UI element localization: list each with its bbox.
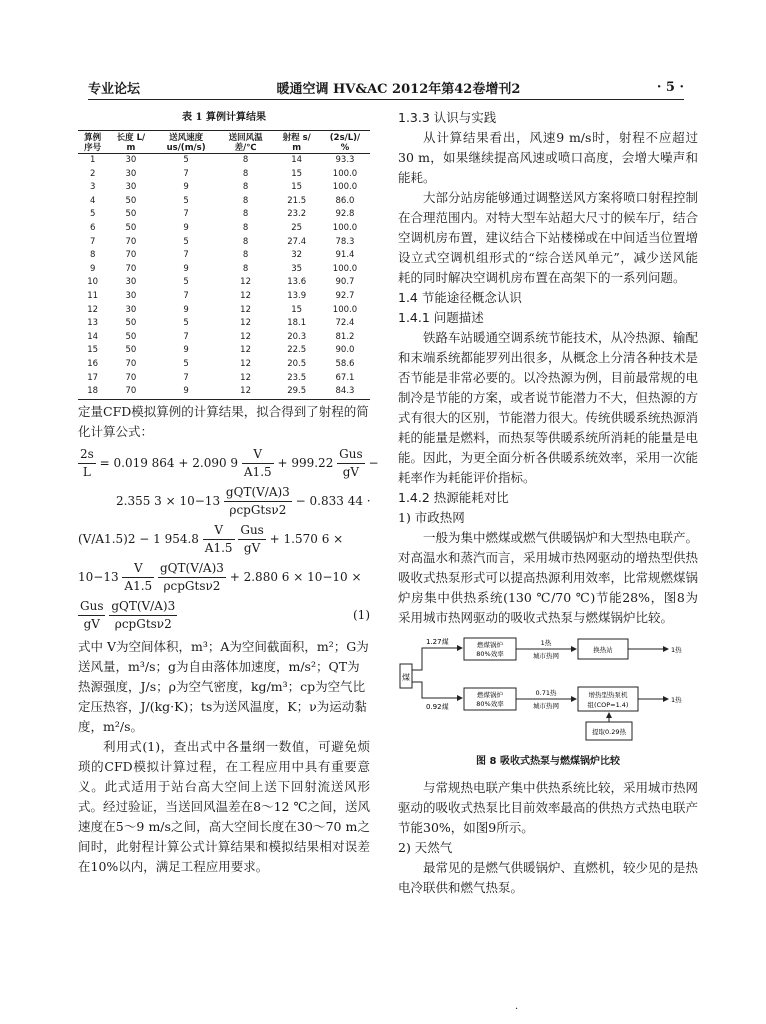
- svg-text:燃煤锅炉: 燃煤锅炉: [477, 641, 503, 649]
- table-cell: 70: [125, 250, 137, 261]
- table-cell: 16: [87, 358, 99, 369]
- table-cell: 92.8: [335, 209, 355, 220]
- table-cell: 9: [183, 304, 189, 315]
- table-caption: 表 1 算例计算结果: [182, 112, 266, 123]
- svg-text:提取0.29热: 提取0.29热: [592, 728, 626, 736]
- table-cell: 6: [89, 222, 96, 233]
- table-cell: 5: [183, 277, 189, 288]
- table-cell: 100.0: [332, 182, 358, 193]
- page-header: [88, 78, 684, 100]
- header-journal: 暖通空调 HV&AC 2012年第42卷增刊2: [276, 81, 521, 97]
- table-row: [78, 249, 370, 263]
- table-cell: 9: [154, 385, 217, 399]
- table-row: [78, 372, 370, 386]
- table-cell: 100.0: [332, 304, 358, 315]
- table-cell: 8: [242, 250, 249, 261]
- table-cell: 30: [125, 182, 137, 193]
- table-cell: 90.0: [335, 345, 355, 356]
- table-cell: 92.7: [335, 290, 355, 301]
- table-header-cell: 射程 s/: [273, 131, 320, 144]
- paragraph-natural-gas: 最常见的是燃气供暖锅炉、直燃机，较少见的是热电冷联供和燃气热泵。: [398, 860, 699, 895]
- equation-number: (1): [353, 607, 370, 622]
- table-row: [78, 304, 370, 318]
- table-cell: 4: [89, 195, 96, 206]
- header-section: 专业论坛: [88, 81, 141, 97]
- table-cell: 30: [125, 290, 137, 301]
- svg-text:80%效率: 80%效率: [476, 700, 504, 708]
- svg-text:0.71热: 0.71热: [535, 689, 557, 697]
- table-cell: 12: [240, 304, 251, 315]
- table-row: [78, 154, 370, 168]
- table-cell: 25: [291, 222, 303, 233]
- table-cell: 7: [183, 168, 189, 179]
- heading-natural-gas: 2) 天然气: [398, 840, 453, 855]
- table-cell: 8: [242, 155, 249, 165]
- table-cell: 81.2: [335, 331, 355, 342]
- table-cell: 5: [183, 155, 189, 165]
- table-cell: 50: [125, 222, 137, 233]
- table-cell: 9: [183, 222, 189, 233]
- table-cell: 91.4: [335, 250, 355, 261]
- table-cell: 8: [242, 195, 249, 206]
- table-header-cell: 送风速度: [154, 131, 217, 144]
- footer-dot: ·: [515, 1004, 519, 1015]
- figure-8-diagram: [398, 634, 698, 750]
- frac-2s-L: $\frac{2s}{L}$: [80, 446, 94, 479]
- table-cell: 9: [183, 345, 189, 356]
- svg-text:燃煤锅炉: 燃煤锅炉: [477, 691, 503, 699]
- table-cell: 100.0: [332, 263, 358, 274]
- table-row: [78, 385, 370, 399]
- formula-intro: 定量CFD模拟算例的计算结果，拟合得到了射程的简化计算公式：: [78, 403, 369, 439]
- table-cell: 30: [125, 304, 137, 315]
- table-cell: 23.5: [287, 372, 307, 383]
- table-header-cell: 差/℃: [218, 143, 274, 154]
- results-table: [78, 130, 370, 400]
- table-cell: 14: [87, 331, 99, 342]
- table-cell: 18.1: [287, 318, 307, 329]
- table-cell: 12: [87, 304, 99, 315]
- paragraph-formula-usage: 利用式(1)，查出式中各量纲一数值，可避免烦琐的CFD模拟计算过程，在工程应用中具有重要意义。此式适用于站台高大空间上送下回射流送风形式。经过验证，当送回风温差在8～12 ℃之间，送风速度在5～9 m/s之间，高大空间长度在30～70 m之间时，此射程计算公式计算结果和模拟结果相对误差在10%以内，满足工程应用要求。: [78, 738, 370, 874]
- table-cell: 3: [89, 182, 96, 193]
- table-cell: 20.3: [287, 331, 307, 342]
- table-cell: 30: [125, 168, 137, 179]
- table-cell: 70: [107, 385, 154, 399]
- table-cell: 30: [125, 277, 137, 288]
- table-row: [78, 290, 370, 304]
- table-cell: 11: [87, 290, 99, 301]
- table-cell: 5: [89, 209, 96, 220]
- table-header-cell: m: [273, 143, 320, 154]
- table-cell: 8: [242, 209, 249, 220]
- table-row: [78, 195, 370, 209]
- table-cell: 21.5: [287, 195, 307, 206]
- table-cell: 7: [183, 290, 189, 301]
- table-cell: 5: [183, 318, 189, 329]
- table-cell: 50: [125, 345, 137, 356]
- table-cell: 5: [183, 195, 189, 206]
- table-cell: 7: [183, 209, 189, 220]
- table-cell: 10: [87, 277, 99, 288]
- symbol-definitions: 式中 V为空间体积，m³；A为空间截面积，m²；G为送风量，m³/s；g为自由落体加速度，m/s²；QT为热源强度，J/s；ρ为空气密度，kg/m³；cp为空气比定压热容，J/(kg·K)；ts为送风温度，K；ν为运动黏度，m²/s。: [78, 638, 369, 734]
- table-cell: 14: [291, 155, 303, 165]
- table-cell: 12: [240, 318, 251, 329]
- svg-text:1热: 1热: [540, 639, 552, 647]
- left-column: [78, 108, 379, 877]
- table-cell: 50: [125, 318, 137, 329]
- table-cell: 20.5: [287, 358, 307, 369]
- table-cell: 2: [89, 168, 96, 179]
- table-cell: 67.1: [335, 372, 355, 383]
- svg-text:城市热网: 城市热网: [533, 702, 559, 710]
- table-cell: 13.6: [287, 277, 307, 288]
- table-cell: 86.0: [335, 195, 355, 206]
- table-cell: 70: [125, 236, 137, 247]
- paragraph-results: 从计算结果看出，风速9 m/s时，射程不应超过30 m，如果继续提高风速或喷口高度，会增大噪声和能耗。: [398, 130, 698, 185]
- svg-text:城市热网: 城市热网: [533, 652, 559, 660]
- table-cell: 90.7: [335, 277, 355, 288]
- table-cell: 22.5: [287, 345, 307, 356]
- table-header-cell: 送回风温: [218, 131, 274, 144]
- table-cell: 15: [291, 304, 303, 315]
- svg-text:换热站: 换热站: [593, 646, 613, 654]
- table-cell: 13: [87, 318, 99, 329]
- table-cell: 30: [125, 155, 137, 165]
- right-column: [398, 108, 698, 898]
- coal-in-top: 1.27煤: [426, 638, 449, 646]
- table-cell: 12: [240, 345, 251, 356]
- table-cell: 72.4: [335, 318, 355, 329]
- table-cell: 7: [183, 331, 189, 342]
- table-header-cell: m: [107, 143, 154, 154]
- table-cell: 12: [240, 331, 251, 342]
- table-row: [78, 263, 370, 277]
- table-cell: 9: [183, 263, 189, 274]
- table-header-cell: 算例: [78, 131, 107, 144]
- table-cell: 8: [89, 250, 96, 261]
- table-cell: 12: [240, 277, 251, 288]
- table-cell: 7: [183, 372, 189, 383]
- table-cell: 23.2: [287, 209, 307, 220]
- table-cell: 9: [183, 182, 189, 193]
- table-row: [78, 181, 370, 195]
- table-row: [78, 208, 370, 222]
- table-row: [78, 236, 370, 250]
- table-row: [78, 276, 370, 290]
- table-cell: 15: [291, 182, 303, 193]
- table-cell: 9: [89, 263, 96, 274]
- table-cell: 50: [125, 331, 137, 342]
- heading-1-4: 1.4 节能途径概念认识: [398, 290, 522, 305]
- table-cell: 17: [87, 372, 99, 383]
- coal-in-bottom: 0.92煤: [426, 703, 449, 711]
- table-cell: 1: [89, 155, 96, 165]
- table-cell: 58.6: [335, 358, 355, 369]
- table-cell: 15: [291, 168, 303, 179]
- table-row: [78, 168, 370, 182]
- table-header-cell: (2s/L)/: [320, 131, 370, 144]
- table-cell: 7: [89, 236, 96, 247]
- table-row: [78, 317, 370, 331]
- table-cell: 84.3: [320, 385, 370, 399]
- table-cell: 12: [240, 358, 251, 369]
- heading-1-3-3: 1.3.3 认识与实践: [398, 110, 497, 125]
- formula-1: $\frac{2s}{L}$ = 0.019 864 + 2.090 9 $\frac{V}{A1.5}$ + 999.22 $\frac{\text{Gus}}{gV}$ − 2.355 3 × 10−13 $\frac{\text{gQT(V/A)3}}{\text{ρcpGtsν2}}$ − 0.833 44 · (V/A1.5)2 − 1 954.8 $\frac{V}{A1.5}$ $\frac{\text{Gus}}{gV}$ + 1.570 6 × 10−13 $\frac{V}{A1.5}$ $\frac{\text{gQT(V/A)3}}{\text{ρcpGtsν2}}$ + 2.880 6 × 10−10 × $\frac{\text{Gus}}{gV}$ $\frac{\text{gQT(V/A)3}}{\text{ρcpGtsν2}}$ (1): [78, 446, 379, 631]
- table-cell: 29.5: [273, 385, 320, 399]
- table-cell: 8: [242, 236, 249, 247]
- table-cell: 8: [242, 182, 249, 193]
- table-cell: 15: [87, 345, 99, 356]
- svg-text:80%效率: 80%效率: [476, 650, 504, 658]
- table-row: [78, 358, 370, 372]
- svg-text:增热型热泵机: 增热型热泵机: [588, 691, 628, 699]
- table-cell: 70: [125, 358, 137, 369]
- table-cell: 32: [291, 250, 303, 261]
- paragraph-stations: 大部分站房能够通过调整送风方案将喷口射程控制在合理范围内。对特大型车站超大尺寸的候车厅，结合空调机房布置，建议结合下站楼梯或在中间适当位置增设立式空调机组形式的“综合送风单元”，减少送风能耗的同时解决空调机房布置在高架下的一系列问题。: [398, 190, 699, 285]
- table-header-cell: us/(m/s): [154, 143, 217, 154]
- svg-text:组(COP=1.4): 组(COP=1.4): [587, 701, 629, 709]
- table-cell: 100.0: [332, 222, 358, 233]
- table-header-cell: 序号: [78, 143, 107, 154]
- table-cell: 8: [242, 263, 249, 274]
- table-row: [78, 331, 370, 345]
- table-cell: 50: [125, 195, 137, 206]
- svg-text:1热: 1热: [671, 696, 682, 704]
- header-page-number: · 5 ·: [656, 79, 684, 95]
- paragraph-energy-saving: 铁路车站暖通空调系统节能技术，从冷热源、输配和末端系统都能罗列出很多，从概念上分清各种技术是否节能是非常必要的。以冷热源为例，目前最常规的电制冷是节能的方案，或者说节能潜力不大，但热源的方式有很大的区别，节能潜力很大。传统供暖系统热源消耗的能量是燃料，而热泵等供暖系统所消耗的能量是电能。因此，为更全面分析各供暖系统效率，采用一次能耗率作为耗能评价指标。: [398, 330, 699, 485]
- table-cell: 70: [125, 372, 137, 383]
- table-cell: 18: [78, 385, 107, 399]
- table-header-cell: %: [320, 143, 370, 154]
- table-cell: 7: [183, 250, 189, 261]
- table-cell: 35: [291, 263, 303, 274]
- table-cell: 93.3: [335, 155, 355, 165]
- table-cell: 78.3: [335, 236, 355, 247]
- table-cell: 70: [125, 263, 137, 274]
- table-cell: 8: [242, 168, 249, 179]
- table-cell: 5: [183, 236, 189, 247]
- heading-1-4-2: 1.4.2 热源能耗对比: [398, 490, 509, 505]
- heading-1-4-1: 1.4.1 问题描述: [398, 310, 484, 325]
- table-cell: 13.9: [287, 290, 307, 301]
- table-row: [78, 222, 370, 236]
- paragraph-city-network: 一般为集中燃煤或燃气供暖锅炉和大型热电联产。对高温水和蒸汽而言，采用城市热网驱动的增热型供热吸收式热泵形式可以提高热源利用效率，比常规燃煤锅炉房集中供热系统(130 ℃/70 ℃)节能28%，图8为采用城市热网驱动的吸收式热泵与燃煤锅炉比较。: [398, 530, 699, 625]
- table-cell: 8: [242, 222, 249, 233]
- table-cell: 12: [218, 385, 274, 399]
- svg-text:1热: 1热: [671, 646, 682, 654]
- heading-city-network: 1) 市政热网: [398, 510, 465, 525]
- table-cell: 27.4: [287, 236, 307, 247]
- table-row: [78, 344, 370, 358]
- table-header-cell: 长度 L/: [107, 131, 154, 144]
- table-cell: 50: [125, 209, 137, 220]
- paragraph-cogeneration: 与常规热电联产集中供热系统比较，采用城市热网驱动的吸收式热泵比目前效率最高的供热方式热电联产节能30%，如图9所示。: [398, 780, 699, 835]
- table-cell: 5: [183, 358, 189, 369]
- table-cell: 12: [240, 372, 251, 383]
- table-cell: 12: [240, 290, 251, 301]
- figure-8-caption: 图 8 吸收式热泵与燃煤锅炉比较: [476, 756, 620, 767]
- coal-label: 煤: [402, 673, 410, 682]
- table-cell: 100.0: [332, 168, 358, 179]
